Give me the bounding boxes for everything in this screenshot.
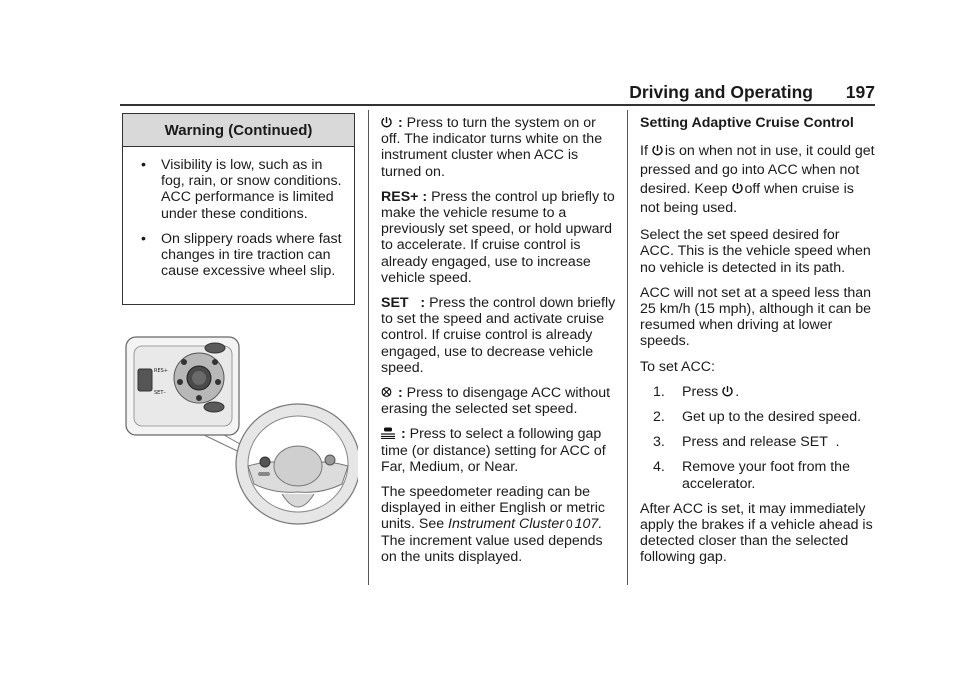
section-title: Driving and Operating	[629, 82, 813, 102]
cruise-power-icon	[381, 116, 392, 128]
cruise-power-icon	[732, 182, 743, 194]
warning-title: Warning (Continued)	[123, 114, 354, 147]
paragraph-power: : Press to turn the system on or off. The indicator turns white on the instrument cluster when ACC is turned on.	[381, 115, 603, 180]
warning-box	[122, 113, 355, 305]
column-divider-left	[368, 110, 369, 585]
paragraph-set-speed: Select the set speed desired for ACC. This is the vehicle speed when no vehicle is detected in its path.	[640, 227, 871, 276]
paragraph-cancel: : Press to disengage ACC without erasing the selected set speed.	[381, 385, 611, 418]
column-right	[640, 115, 875, 575]
paragraph-after-set: After ACC is set, it may immediately apply the brakes if a vehicle ahead is detected closer than the selected following gap.	[640, 500, 873, 566]
set-label: SET–	[154, 390, 166, 396]
section-heading: Setting Adaptive Cruise Control	[640, 115, 854, 131]
cruise-cancel-icon	[381, 386, 392, 398]
page-header	[120, 82, 875, 104]
ref-arrow: 0	[565, 517, 573, 532]
cross-reference-link[interactable]: Instrument Cluster	[448, 516, 564, 533]
warning-list	[123, 147, 354, 279]
cruise-power-icon	[652, 144, 663, 156]
list-item: 1. Press .	[653, 383, 740, 400]
column-divider-right	[627, 110, 628, 585]
paragraph-set: SET : Press the control down briefly to set the speed and activate cruise control. If cruise control is already engaged, use to decrease vehicle speed.	[381, 295, 616, 376]
column-middle	[381, 115, 616, 574]
following-gap-icon	[381, 427, 395, 439]
warning-item: • Visibility is low, such as in fog, rain, or snow conditions. ACC performance is limited under these conditions.	[141, 157, 342, 222]
res-label: RES+	[154, 368, 168, 374]
paragraph-min-speed: ACC will not set at a speed less than 25 km/h (15 mph), although it can be resumed when driving at lower speeds.	[640, 284, 872, 350]
list-item: 2. Get up to the desired speed.	[653, 409, 862, 426]
page-number: 197	[845, 82, 875, 102]
cruise-power-icon	[722, 385, 733, 397]
paragraph-speedometer: The speedometer reading can be displayed in either English or metric units. See Instrument Cluster 0 107. The increment value used depends on the units displayed.	[381, 484, 605, 565]
paragraph-to-set: To set ACC:	[640, 358, 715, 375]
header-rule	[120, 104, 875, 106]
warning-item: • On slippery roads where fast changes in tire traction can cause excessive wheel slip.	[141, 230, 342, 280]
steering-wheel-figure	[122, 334, 358, 534]
cross-reference-page[interactable]: 107	[574, 516, 599, 533]
list-item: 4. Remove your foot from the accelerator.	[653, 459, 850, 492]
list-item: 3. Press and release SET .	[653, 434, 840, 451]
paragraph-res: RES+ : Press the control up briefly to make the vehicle resume to a previously set speed, or hold upward to accelerate. If cruise control is already engaged, use to increase vehicle speed.	[381, 188, 615, 286]
steps-list	[640, 384, 875, 492]
bullet: •	[141, 230, 146, 247]
paragraph-if-on: If is on when not in use, it could get pressed and go into ACC when not desired. Keep off when cruise is not being used.	[640, 143, 875, 217]
paragraph-gap: : Press to select a following gap time (or distance) setting for ACC of Far, Medium, or Near.	[381, 426, 606, 475]
bullet: •	[141, 157, 146, 173]
